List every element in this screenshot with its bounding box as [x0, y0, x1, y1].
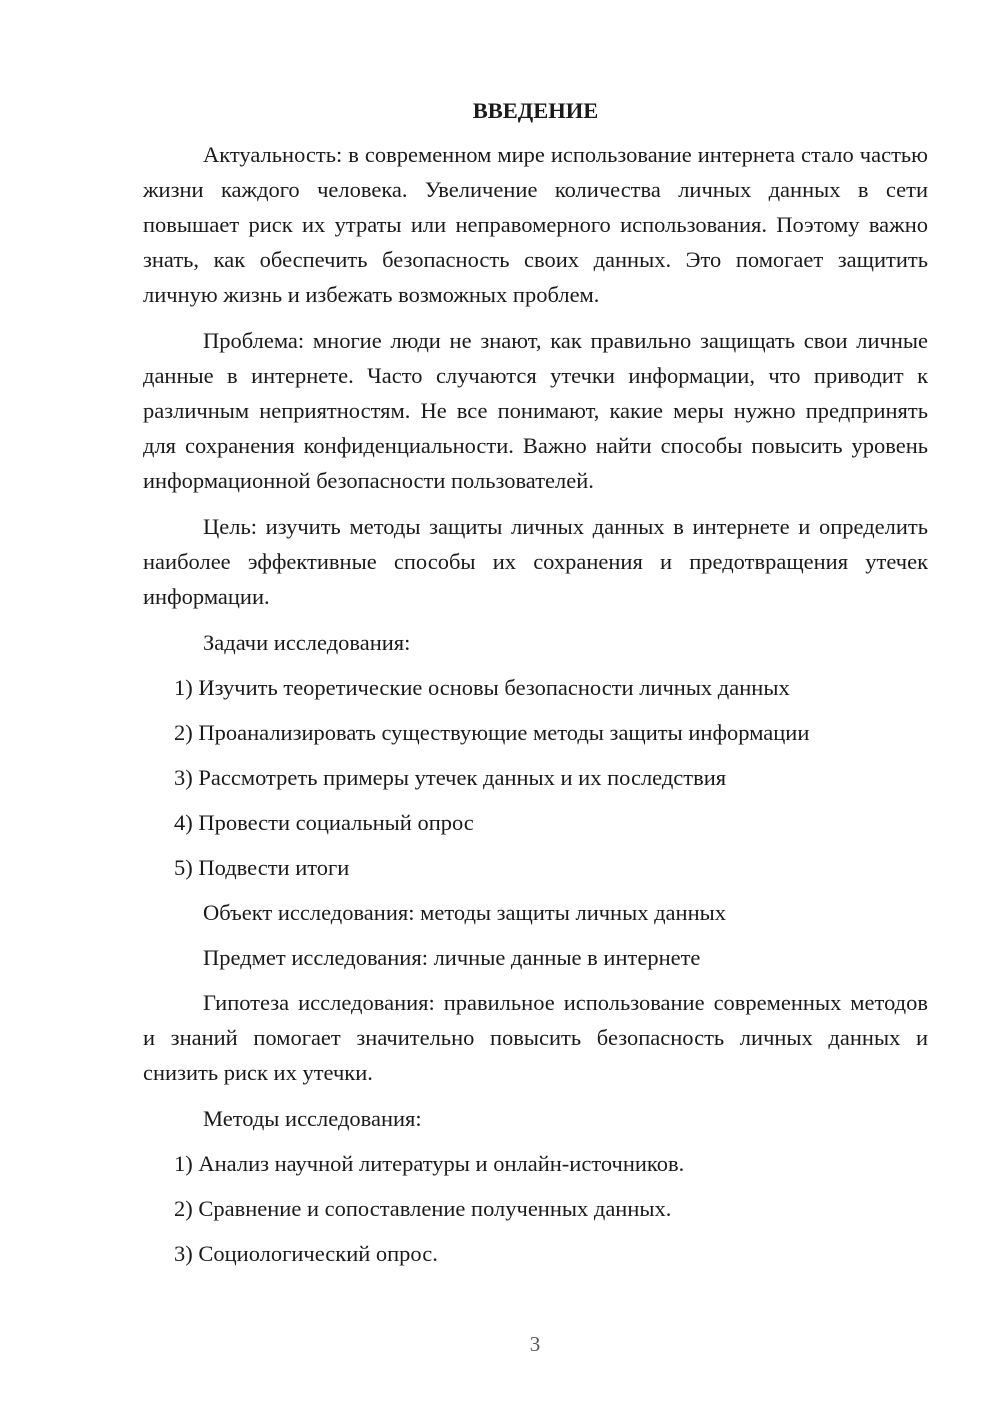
research-object: Объект исследования: методы защиты личных данных — [203, 900, 726, 925]
hypothesis-paragraph: Гипотеза исследования: правильное использование современных методов и знаний помогает значительно повысить безопасность личных данных и снизить риск их утечки. — [143, 990, 928, 1085]
task-item: 2) Проанализировать существующие методы защиты информации — [174, 720, 810, 745]
method-item: 1) Анализ научной литературы и онлайн-источников. — [174, 1151, 685, 1176]
task-item: 5) Подвести итоги — [174, 855, 350, 880]
research-subject: Предмет исследования: личные данные в интернете — [203, 945, 701, 970]
task-item: 1) Изучить теоретические основы безопасности личных данных — [174, 675, 790, 700]
tasks-heading: Задачи исследования: — [203, 630, 411, 655]
method-item: 2) Сравнение и сопоставление полученных данных. — [174, 1196, 672, 1221]
problem-paragraph: Проблема: многие люди не знают, как правильно защищать свои личные данные в интернете. Часто случаются утечки информации, что приводит к различным неприятностям. Не все понимают, какие меры нужно предпринять для сохранения конфиденциальности. Важно найти способы повысить уровень информационной безопасности пользователей. — [143, 328, 928, 493]
goal-paragraph: Цель: изучить методы защиты личных данных в интернете и определить наиболее эффективные способы их сохранения и предотвращения утечек информации. — [143, 514, 928, 609]
page-number: 3 — [529, 1332, 541, 1356]
task-item: 4) Провести социальный опрос — [174, 810, 474, 835]
document-title: ВВЕДЕНИЕ — [472, 98, 599, 123]
relevance-paragraph: Актуальность: в современном мире использование интернета стало частью жизни каждого человека. Увеличение количества личных данных в сети повышает риск их утраты или неправомерного использования. Поэтому важно знать, как обеспечить безопасность своих данных. Это помогает защитить личную жизнь и избежать возможных проблем. — [143, 142, 928, 307]
document-page — [143, 96, 928, 1281]
method-item: 3) Социологический опрос. — [174, 1241, 438, 1266]
task-item: 3) Рассмотреть примеры утечек данных и их последствия — [174, 765, 727, 790]
methods-heading: Методы исследования: — [203, 1106, 422, 1131]
